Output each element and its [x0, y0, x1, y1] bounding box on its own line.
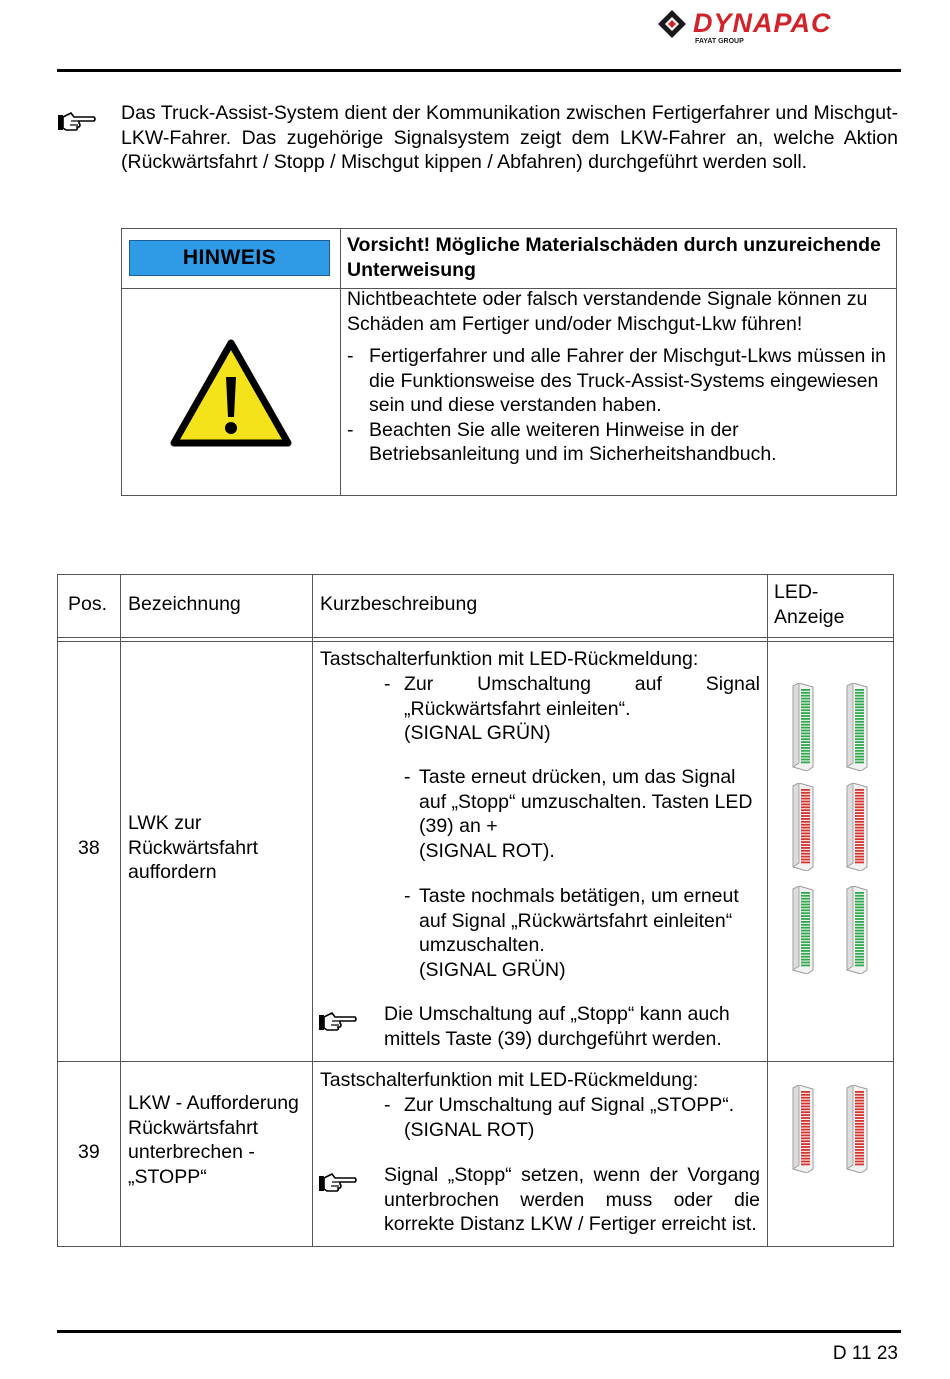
row-38-step1-signal: (SIGNAL GRÜN) [404, 722, 551, 744]
row-39-step1 [404, 1093, 760, 1142]
page-number: D 11 23 [832, 1343, 898, 1364]
row-38-step3-text: Taste nochmals betätigen, um erneut auf Signal „Rückwärtsfahrt einleiten“ umzuschalten. [419, 885, 739, 956]
led-bar-red [788, 1085, 814, 1173]
header-led: LED-Anzeige [774, 581, 845, 628]
header-pos: Pos. [68, 593, 108, 615]
function-table: Pos. Bezeichnung Kurzbeschreibung LED-Anzeige 38 LWK zur Rückwärtsfahrt auffordern Tastschalterfunktion mit LED-Rückmeldung: - Zur Umschaltung auf Signal „Rückwärtsfahrt einleiten“. (SIGNAL GRÜN) - Taste erneut drücken, um das Signal auf „Stopp“ umzuschalten. Tasten LED (39) an + (SIGNAL ROT). - Taste nochmals betätigen, um erneut auf Signal „Rückwärtsfahrt einleiten“ umzuschalten. (SIGNAL GRÜN) Die Umschaltung auf „Stopp“ kann auch mittels Taste (39) durchgeführt werden. 39 LKW - Aufforderung Rückwärtsfahrt unterbrechen - „STOPP“ Tastschalterfunktion mit LED-Rückmeldung: - Zur Umschaltung auf Signal „STOPP“. (SIGNAL ROT) Signal „Stopp“ setzen, wenn der Vorgang unterbrochen werden muss oder die korrekte Distanz LKW / Fertiger erreicht ist. [57, 574, 894, 1247]
led-bar-green [842, 683, 868, 771]
led-bar-green [788, 886, 814, 974]
led-bar-green [842, 886, 868, 974]
footer-rule [57, 1330, 901, 1333]
led-bar-red [842, 783, 868, 871]
notice-list-item: - Beachten Sie alle weiteren Hinweise in der Betriebsanleitung und im Sicherheitshandbuch. [347, 418, 892, 467]
notice-title: Vorsicht! Mögliche Materialschäden durch unzureichende Unterweisung [347, 234, 881, 281]
row-39-step1-signal: (SIGNAL ROT) [404, 1118, 535, 1141]
row-38-note: Die Umschaltung auf „Stopp“ kann auch mittels Taste (39) durchgeführt werden. [384, 1003, 730, 1050]
row-38-step2 [419, 765, 761, 863]
led-bar-red [788, 783, 814, 871]
hinweis-badge: HINWEIS [129, 240, 330, 276]
dynapac-logo [655, 6, 905, 46]
pointing-hand-icon [318, 1010, 358, 1032]
row-39-intro: Tastschalterfunktion mit LED-Rückmeldung: [320, 1069, 699, 1091]
pointing-hand-icon [318, 1171, 358, 1193]
row-38-step3 [419, 884, 761, 982]
row-39-note: Signal „Stopp“ setzen, wenn der Vorgang unterbrochen werden muss oder die korrekte Distanz LKW / Fertiger erreicht ist. [384, 1164, 760, 1235]
header-name: Bezeichnung [128, 593, 241, 615]
row-39-pos: 39 [78, 1141, 100, 1163]
header-rule [57, 69, 901, 72]
led-bar-red [842, 1085, 868, 1173]
row-39-name: LKW - Aufforderung Rückwärtsfahrt unterbrechen - „STOPP“ [128, 1092, 299, 1188]
pointing-hand-icon [57, 110, 97, 132]
row-38-step2-text: Taste erneut drücken, um das Signal auf „Stopp“ umzuschalten. Tasten LED (39) an + [419, 766, 753, 837]
row-38-step1-text: Zur Umschaltung auf Signal „Rückwärtsfahrt einleiten“. [404, 673, 760, 720]
notice-box [121, 228, 897, 496]
row-38-intro: Tastschalterfunktion mit LED-Rückmeldung: [320, 648, 699, 670]
header-desc: Kurzbeschreibung [320, 593, 478, 615]
dynapac-diamond-icon [658, 10, 686, 38]
brand-subtitle: FAYAT GROUP [695, 38, 744, 45]
row-38-step3-signal: (SIGNAL GRÜN) [419, 958, 566, 981]
notice-text: Nichtbeachtete oder falsch verstandende Signale können zu Schäden am Fertiger und/oder Mischgut-Lkw führen! [347, 288, 868, 335]
row-39-step1-text: Zur Umschaltung auf Signal „STOPP“. [404, 1094, 735, 1116]
intro-text: Das Truck-Assist-System dient der Kommunikation zwischen Fertigerfahrer und Mischgut-LKW-Fahrer. Das zugehörige Signalsystem zeigt dem LKW-Fahrer an, welche Aktion (Rückwärtsfahrt / Stopp / Mischgut kippen / Abfahren) durchgeführt werden soll. [121, 102, 898, 173]
notice-body [347, 287, 892, 467]
notice-list-item: - Fertigerfahrer und alle Fahrer der Mischgut-Lkws müssen in die Funktionsweise des Truck-Assist-Systems eingewiesen sein und diese verstanden haben. [347, 344, 892, 418]
row-38-pos: 38 [78, 837, 100, 859]
notice-list [347, 344, 892, 467]
warning-triangle-icon [170, 339, 292, 447]
row-38-step2-signal: (SIGNAL ROT). [419, 839, 555, 862]
brand-name: DYNAPAC [693, 8, 832, 38]
led-bar-green [788, 683, 814, 771]
row-38-name: LWK zur Rückwärtsfahrt auffordern [128, 812, 259, 883]
row-38-step1 [404, 672, 760, 746]
